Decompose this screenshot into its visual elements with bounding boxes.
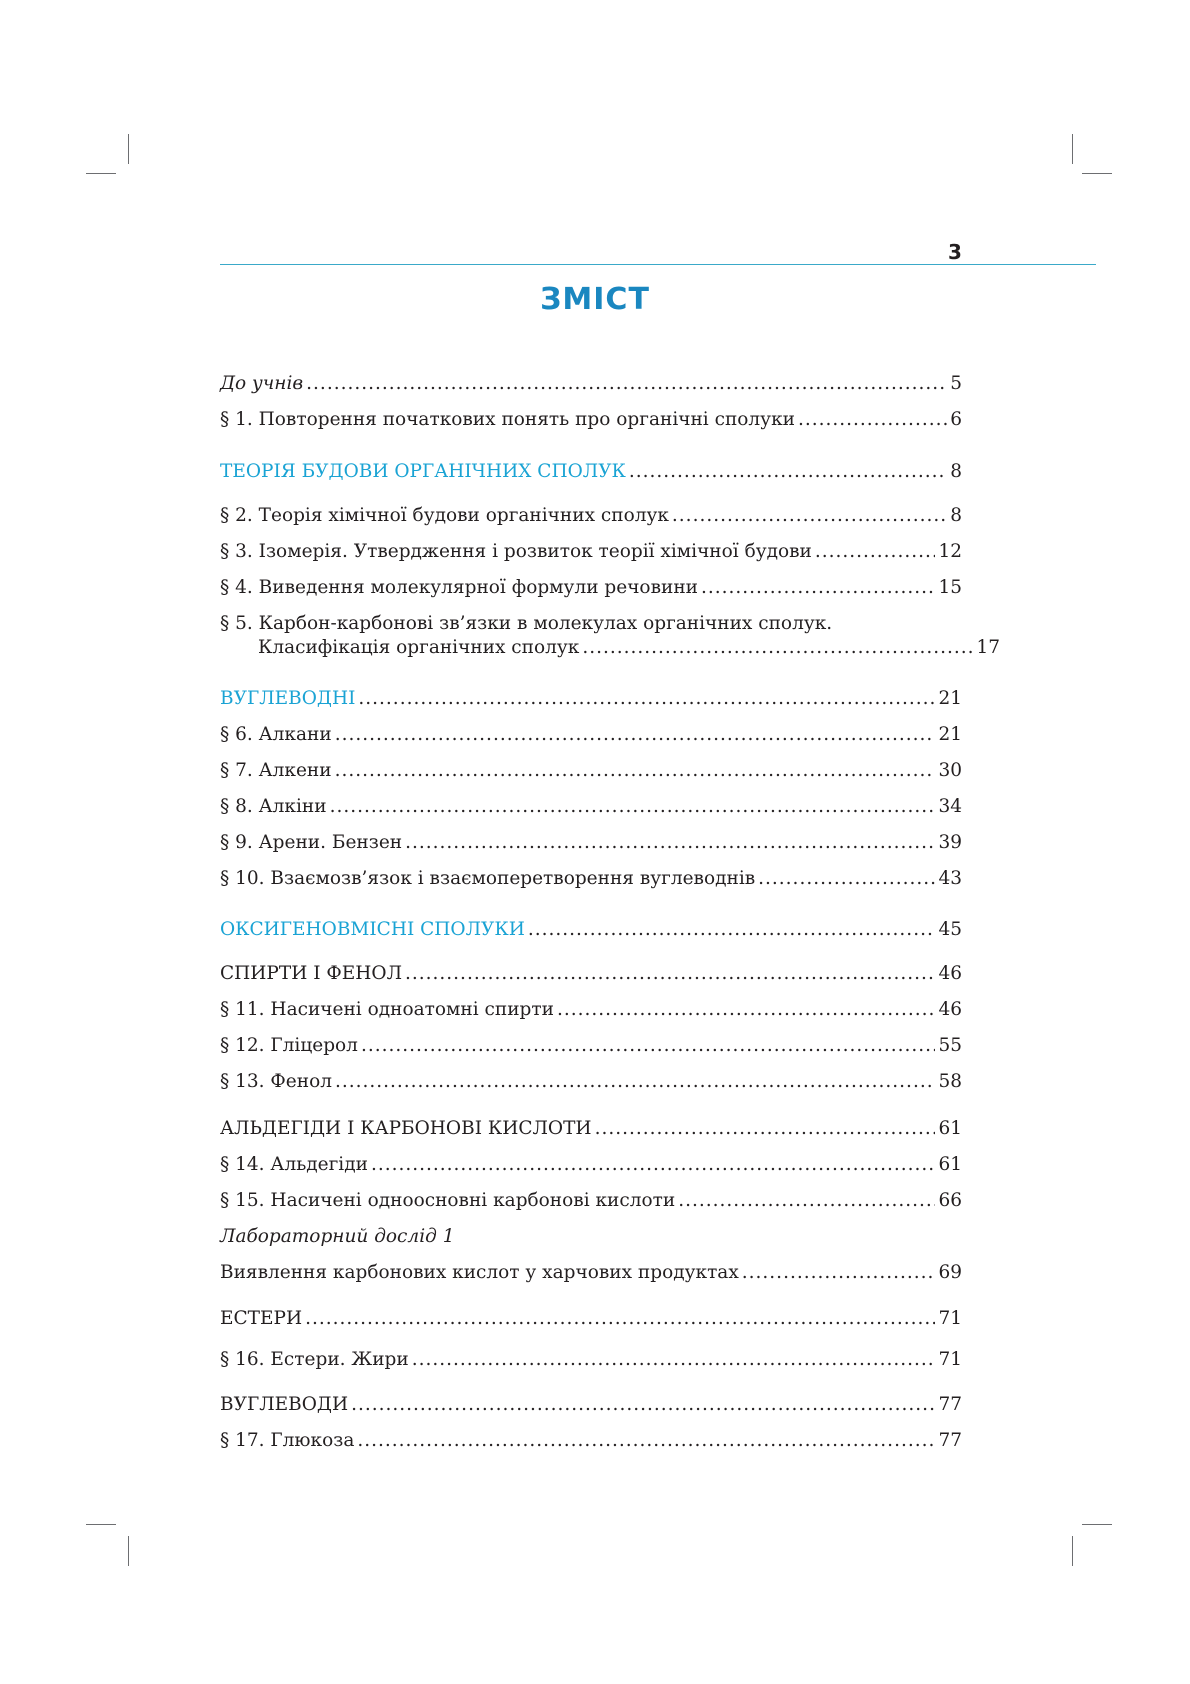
toc-entry-page: 45 xyxy=(938,919,962,940)
dot-leader xyxy=(335,723,936,747)
toc-entry-page: 8 xyxy=(950,461,962,482)
toc-subheading-label: Лабораторний дослід 1 xyxy=(220,1226,455,1247)
toc-entry[interactable] xyxy=(220,1070,962,1094)
dot-leader xyxy=(330,795,936,819)
toc-entry-page: 55 xyxy=(938,1035,962,1056)
toc-entry-page: 58 xyxy=(938,1071,962,1092)
toc-entry-label: ЕСТЕРИ xyxy=(220,1308,303,1329)
toc-entry[interactable] xyxy=(220,504,962,528)
toc-section[interactable] xyxy=(220,918,962,942)
toc-entry-page: 21 xyxy=(938,724,962,745)
dot-leader xyxy=(678,1189,935,1213)
toc-entry-page: 43 xyxy=(938,868,962,889)
header-rule xyxy=(220,264,1096,265)
toc-entry-label: § 2. Теорія хімічної будови органічних сполук xyxy=(220,505,669,526)
dot-leader xyxy=(361,1034,936,1058)
toc-entry-page: 66 xyxy=(938,1190,962,1211)
dot-leader xyxy=(528,918,936,942)
dot-leader xyxy=(305,1307,935,1331)
dot-leader xyxy=(595,1117,936,1141)
crop-mark xyxy=(86,173,116,174)
toc-entry-label: § 11. Насичені одноатомні спирти xyxy=(220,999,554,1020)
toc-entry-page: 15 xyxy=(938,577,962,598)
dot-leader xyxy=(582,636,973,660)
toc-entry[interactable] xyxy=(220,1189,962,1213)
crop-mark xyxy=(1082,1524,1112,1525)
toc-entry[interactable] xyxy=(220,540,962,564)
dot-leader xyxy=(357,1429,935,1453)
toc-section-label: ТЕОРІЯ БУДОВИ ОРГАНІЧНИХ СПОЛУК xyxy=(220,461,626,482)
dot-leader xyxy=(335,1070,935,1094)
dot-leader xyxy=(557,998,936,1022)
dot-leader xyxy=(405,962,935,986)
toc-entry[interactable] xyxy=(220,962,962,986)
toc-entry-label: СПИРТИ І ФЕНОЛ xyxy=(220,963,403,984)
toc-entry-label: АЛЬДЕГІДИ І КАРБОНОВІ КИСЛОТИ xyxy=(220,1118,592,1139)
toc-entry-page: 46 xyxy=(938,999,962,1020)
toc-entry[interactable] xyxy=(220,372,962,396)
toc-entry-page: 34 xyxy=(938,796,962,817)
toc-entry-page: 71 xyxy=(938,1308,962,1329)
toc-entry-label-line1: § 5. Карбон-карбонові зв’язки в молекулах органічних сполук. xyxy=(220,613,833,634)
toc-entry-page: 6 xyxy=(950,409,962,430)
toc-entry[interactable] xyxy=(220,1429,962,1453)
page-number: 3 xyxy=(948,240,962,264)
toc-section[interactable] xyxy=(220,687,962,711)
dot-leader xyxy=(798,408,947,432)
toc-entry-label: § 17. Глюкоза xyxy=(220,1430,355,1451)
toc-entry-label: § 4. Виведення молекулярної формули речовини xyxy=(220,577,698,598)
toc-entry[interactable] xyxy=(220,831,962,855)
toc-section-label: ВУГЛЕВОДНІ xyxy=(220,688,356,709)
dot-leader xyxy=(358,687,935,711)
toc-entry-label: До учнів xyxy=(220,373,304,394)
toc-entry[interactable] xyxy=(220,759,962,783)
dot-leader xyxy=(629,460,947,484)
toc-entry-label: § 13. Фенол xyxy=(220,1071,332,1092)
toc-entry-page: 39 xyxy=(938,832,962,853)
crop-mark xyxy=(1072,1536,1073,1566)
crop-mark xyxy=(128,134,129,164)
toc-entry-label: § 12. Гліцерол xyxy=(220,1035,358,1056)
toc-entry-label: § 14. Альдегіди xyxy=(220,1154,368,1175)
toc-entry-label: § 10. Взаємозв’язок і взаємоперетворення вуглеводнів xyxy=(220,868,756,889)
toc-entry[interactable] xyxy=(220,867,962,891)
dot-leader xyxy=(672,504,947,528)
toc-entry-label: § 7. Алкени xyxy=(220,760,332,781)
crop-mark xyxy=(86,1524,116,1525)
toc-entry-page: 61 xyxy=(938,1154,962,1175)
toc-subheading xyxy=(220,1225,962,1249)
toc-entry[interactable] xyxy=(220,408,962,432)
crop-mark xyxy=(1082,173,1112,174)
dot-leader xyxy=(742,1261,936,1285)
toc-entry-label: Виявлення карбонових кислот у харчових продуктах xyxy=(220,1262,739,1283)
toc-entry-page: 46 xyxy=(938,963,962,984)
toc-entry-page: 12 xyxy=(938,541,962,562)
toc-entry[interactable] xyxy=(220,1034,962,1058)
toc-entry-label: § 15. Насичені одноосновні карбонові кислоти xyxy=(220,1190,676,1211)
toc-entry-label: ВУГЛЕВОДИ xyxy=(220,1394,349,1415)
toc-entry-page: 8 xyxy=(950,505,962,526)
dot-leader xyxy=(412,1348,936,1372)
toc-entry[interactable] xyxy=(220,612,1000,660)
toc-entry-label: § 1. Повторення початкових понять про органічні сполуки xyxy=(220,409,795,430)
toc-entry-page: 61 xyxy=(938,1118,962,1139)
crop-mark xyxy=(1072,134,1073,164)
toc-entry-page: 69 xyxy=(938,1262,962,1283)
dot-leader xyxy=(371,1153,936,1177)
toc-entry-page: 77 xyxy=(938,1394,962,1415)
toc-entry[interactable] xyxy=(220,1117,962,1141)
page-title: ЗМІСТ xyxy=(540,282,650,317)
dot-leader xyxy=(306,372,947,396)
dot-leader xyxy=(701,576,935,600)
toc-entry[interactable] xyxy=(220,1393,962,1417)
toc-entry[interactable] xyxy=(220,1261,962,1285)
toc-entry-page: 77 xyxy=(938,1430,962,1451)
toc-entry-page: 71 xyxy=(938,1349,962,1370)
toc-entry-label: § 16. Естери. Жири xyxy=(220,1349,409,1370)
toc-entry[interactable] xyxy=(220,998,962,1022)
toc-entry-page: 5 xyxy=(950,373,962,394)
toc-entry-page: 30 xyxy=(938,760,962,781)
dot-leader xyxy=(335,759,936,783)
toc-entry-label: § 6. Алкани xyxy=(220,724,332,745)
toc-entry[interactable] xyxy=(220,795,962,819)
dot-leader xyxy=(405,831,935,855)
toc-section[interactable] xyxy=(220,460,962,484)
toc-entry[interactable] xyxy=(220,576,962,600)
toc-entry-page: 17 xyxy=(976,637,1000,658)
crop-mark xyxy=(128,1536,129,1566)
toc-entry-label: § 9. Арени. Бензен xyxy=(220,832,403,853)
toc-entry-label: § 3. Ізомерія. Утвердження і розвиток теорії хімічної будови xyxy=(220,541,812,562)
toc-entry[interactable] xyxy=(220,1348,962,1372)
toc-entry[interactable] xyxy=(220,1153,962,1177)
toc-entry[interactable] xyxy=(220,1307,962,1331)
dot-leader xyxy=(758,867,935,891)
dot-leader xyxy=(815,540,936,564)
toc-entry[interactable] xyxy=(220,723,962,747)
toc-entry-page: 21 xyxy=(938,688,962,709)
toc-entry-label: § 8. Алкіни xyxy=(220,796,327,817)
toc-entry-label: Класифікація органічних сполук xyxy=(258,637,580,658)
dot-leader xyxy=(351,1393,935,1417)
toc-section-label: ОКСИГЕНОВМІСНІ СПОЛУКИ xyxy=(220,919,525,940)
